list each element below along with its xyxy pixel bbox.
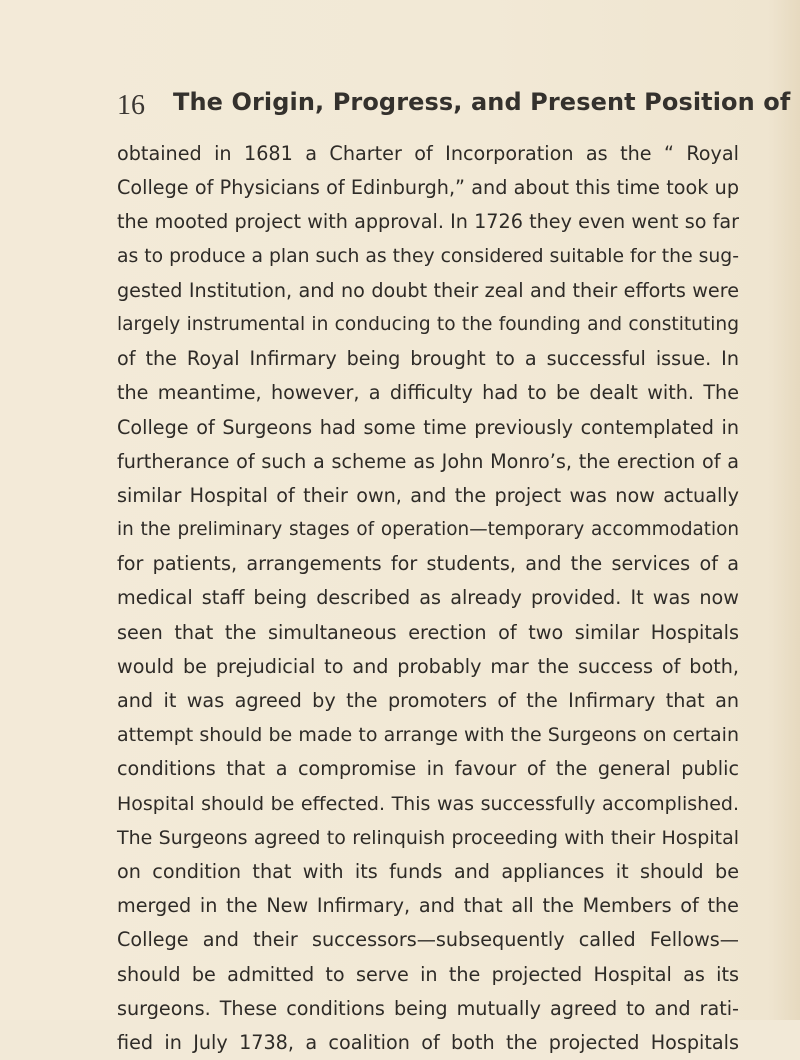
text-line: in the preliminary stages of operation—temporary accommodation	[117, 519, 739, 541]
page-header	[117, 88, 791, 124]
text-line: as to produce a plan such as they considered suitable for the sug-	[117, 245, 739, 267]
text-line: surgeons. These conditions being mutually agreed to and rati-	[117, 996, 739, 1020]
text-line: would be prejudicial to and probably mar the success of both,	[117, 654, 739, 678]
text-line: attempt should be made to arrange with the Surgeons on certain	[117, 724, 739, 747]
running-head: The Origin, Progress, and Present Position of	[173, 88, 791, 116]
text-line: obtained in 1681 a Charter of Incorporation as the “ Royal	[117, 142, 739, 165]
text-line: seen that the simultaneous erection of two similar Hospitals	[117, 620, 739, 644]
text-line: College of Physicians of Edinburgh,” and about this time took up	[117, 176, 739, 200]
text-line: The Surgeons agreed to relinquish proceeding with their Hospital	[117, 826, 739, 849]
text-line: similar Hospital of their own, and the project was now actually	[117, 483, 739, 507]
body-text	[117, 137, 739, 1060]
text-line: should be admitted to serve in the projected Hospital as its	[117, 962, 739, 986]
text-line: medical staff being described as already provided. It was now	[117, 586, 739, 610]
text-line: the mooted project with approval. In 1726 they even went so far	[117, 210, 739, 234]
text-line: College and their successors—subsequently called Fellows—	[117, 928, 739, 952]
text-line: conditions that a compromise in favour of the general public	[117, 757, 739, 781]
text-line: furtherance of such a scheme as John Monro’s, the erection of a	[117, 449, 739, 473]
text-line: the meantime, however, a difficulty had to be dealt with. The	[117, 381, 739, 405]
text-line: gested Institution, and no doubt their zeal and their efforts were	[117, 278, 739, 302]
text-line: of the Royal Infirmary being brought to a successful issue. In	[117, 347, 739, 371]
text-line: on condition that with its funds and appliances it should be	[117, 859, 739, 883]
text-line: fied in July 1738, a coalition of both the projected Hospitals	[117, 1030, 739, 1054]
text-line: largely instrumental in conducing to the founding and constituting	[117, 313, 739, 335]
text-line: merged in the New Infirmary, and that all the Members of the	[117, 894, 739, 918]
page-number: 16	[117, 90, 145, 121]
text-line: and it was agreed by the promoters of the Infirmary that an	[117, 689, 739, 712]
text-line: Hospital should be effected. This was successfully accomplished.	[117, 792, 739, 815]
text-line: College of Surgeons had some time previously contemplated in	[117, 415, 739, 439]
text-line: for patients, arrangements for students, and the services of a	[117, 552, 739, 576]
